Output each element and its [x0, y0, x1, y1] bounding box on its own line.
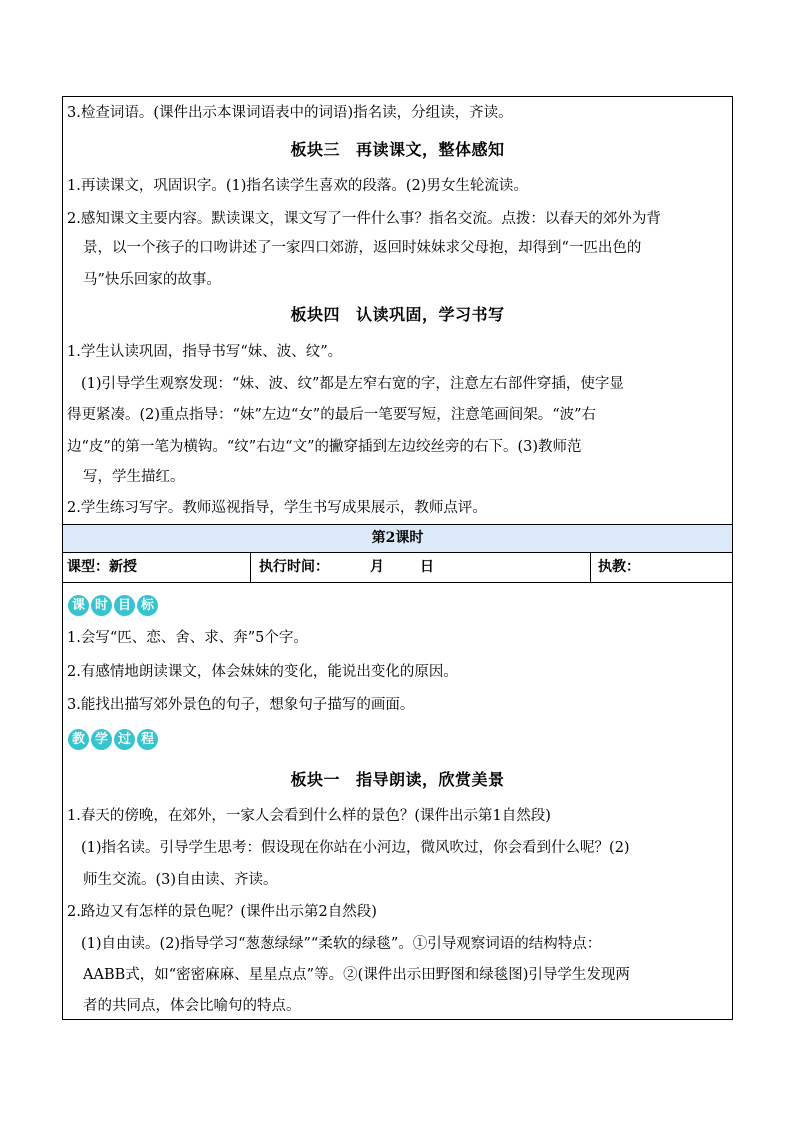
heading-title: 指导朗读，欣赏美景	[356, 770, 505, 789]
badge-char: 过	[114, 729, 135, 750]
text-line: 2.学生练习写字。教师巡视指导，学生书写成果展示，教师点评。	[67, 500, 487, 516]
day-label: 日	[420, 559, 434, 575]
text-line: 2.路边又有怎样的景色呢？(课件出示第2自然段)	[67, 904, 377, 920]
text-line: 1.会写“匹、恋、舍、求、奔”5个字。	[67, 630, 308, 646]
text-line: (1)指名读。引导学生思考：假设现在你站在小河边，微风吹过，你会看到什么呢？(2)	[81, 840, 630, 856]
badge-char: 程	[137, 729, 158, 750]
lesson-goals-badge	[68, 595, 158, 616]
lesson-plan-sheet	[62, 96, 733, 1020]
text-line: 师生交流。(3)自由读、齐读。	[83, 872, 278, 888]
heading-title: 认读巩固，学习书写	[356, 305, 505, 324]
badge-char: 时	[91, 595, 112, 616]
heading-label: 板块一	[290, 770, 340, 789]
text-line: AABB式，如“密密麻麻、星星点点”等。②(课件出示田野图和绿毯图)引导学生发现两	[83, 967, 630, 983]
table-column-divider	[590, 552, 591, 582]
lesson-type: 课型：新授	[67, 559, 137, 575]
badge-char: 学	[91, 729, 112, 750]
teaching-process-badge	[68, 729, 158, 750]
badge-char: 目	[114, 595, 135, 616]
text-line: 者的共同点，体会比喻句的特点。	[83, 998, 301, 1014]
text-line: 得更紧凑。(2)重点指导：“妹”左边“女”的最后一笔要写短，注意笔画间架。“波”右	[67, 407, 597, 423]
table-column-divider	[250, 552, 251, 582]
teacher-label: 执教：	[598, 559, 640, 575]
heading-title: 再读课文，整体感知	[356, 140, 505, 159]
badge-char: 课	[68, 595, 89, 616]
text-line: 2.有感情地朗读课文，体会妹妹的变化，能说出变化的原因。	[67, 664, 458, 680]
text-line: 2.感知课文主要内容。默读课文，课文写了一件什么事？指名交流。点拨：以春天的郊外为背	[67, 211, 661, 227]
month-label: 月	[370, 559, 384, 575]
text-line: 1.再读课文，巩固识字。(1)指名读学生喜欢的段落。(2)男女生轮流读。	[67, 178, 528, 194]
execution-time-label: 执行时间：	[259, 559, 329, 575]
text-line: 3.能找出描写郊外景色的句子，想象句子描写的画面。	[67, 697, 415, 713]
heading-label: 板块四	[290, 305, 340, 324]
table-rule	[63, 552, 732, 553]
text-line: 马”快乐回家的故事。	[83, 272, 221, 288]
text-line: 边“皮”的第一笔为横钩。“纹”右边“文”的撇穿插到左边绞丝旁的右下。(3)教师范	[67, 439, 582, 455]
badge-char: 教	[68, 729, 89, 750]
text-line: (1)自由读。(2)指导学习“葱葱绿绿”“柔软的绿毯”。①引导观察词语的结构特点：	[81, 936, 602, 952]
lesson-title: 第2课时	[371, 530, 424, 546]
badge-char: 标	[137, 595, 158, 616]
text-line: 景，以一个孩子的口吻讲述了一家四口郊游，返回时妹妹求父母抱，却得到“一匹出色的	[83, 240, 642, 256]
section-heading-block4	[63, 303, 732, 327]
section-heading-process-block1	[63, 768, 732, 792]
text-line: 1.学生认读巩固，指导书写“妹、波、纹”。	[67, 344, 343, 360]
text-line: 1.春天的傍晚，在郊外，一家人会看到什么样的景色？(课件出示第1自然段)	[67, 808, 551, 824]
heading-label: 板块三	[290, 140, 340, 159]
text-line: 3.检查词语。(课件出示本课词语表中的词语)指名读，分组读，齐读。	[67, 105, 513, 121]
text-line: 写，学生描红。	[83, 469, 185, 485]
table-rule	[63, 582, 732, 583]
section-heading-block3	[63, 138, 732, 162]
text-line: (1)引导学生观察发现：“妹、波、纹”都是左窄右宽的字，注意左右部件穿插，使字显	[81, 376, 624, 392]
